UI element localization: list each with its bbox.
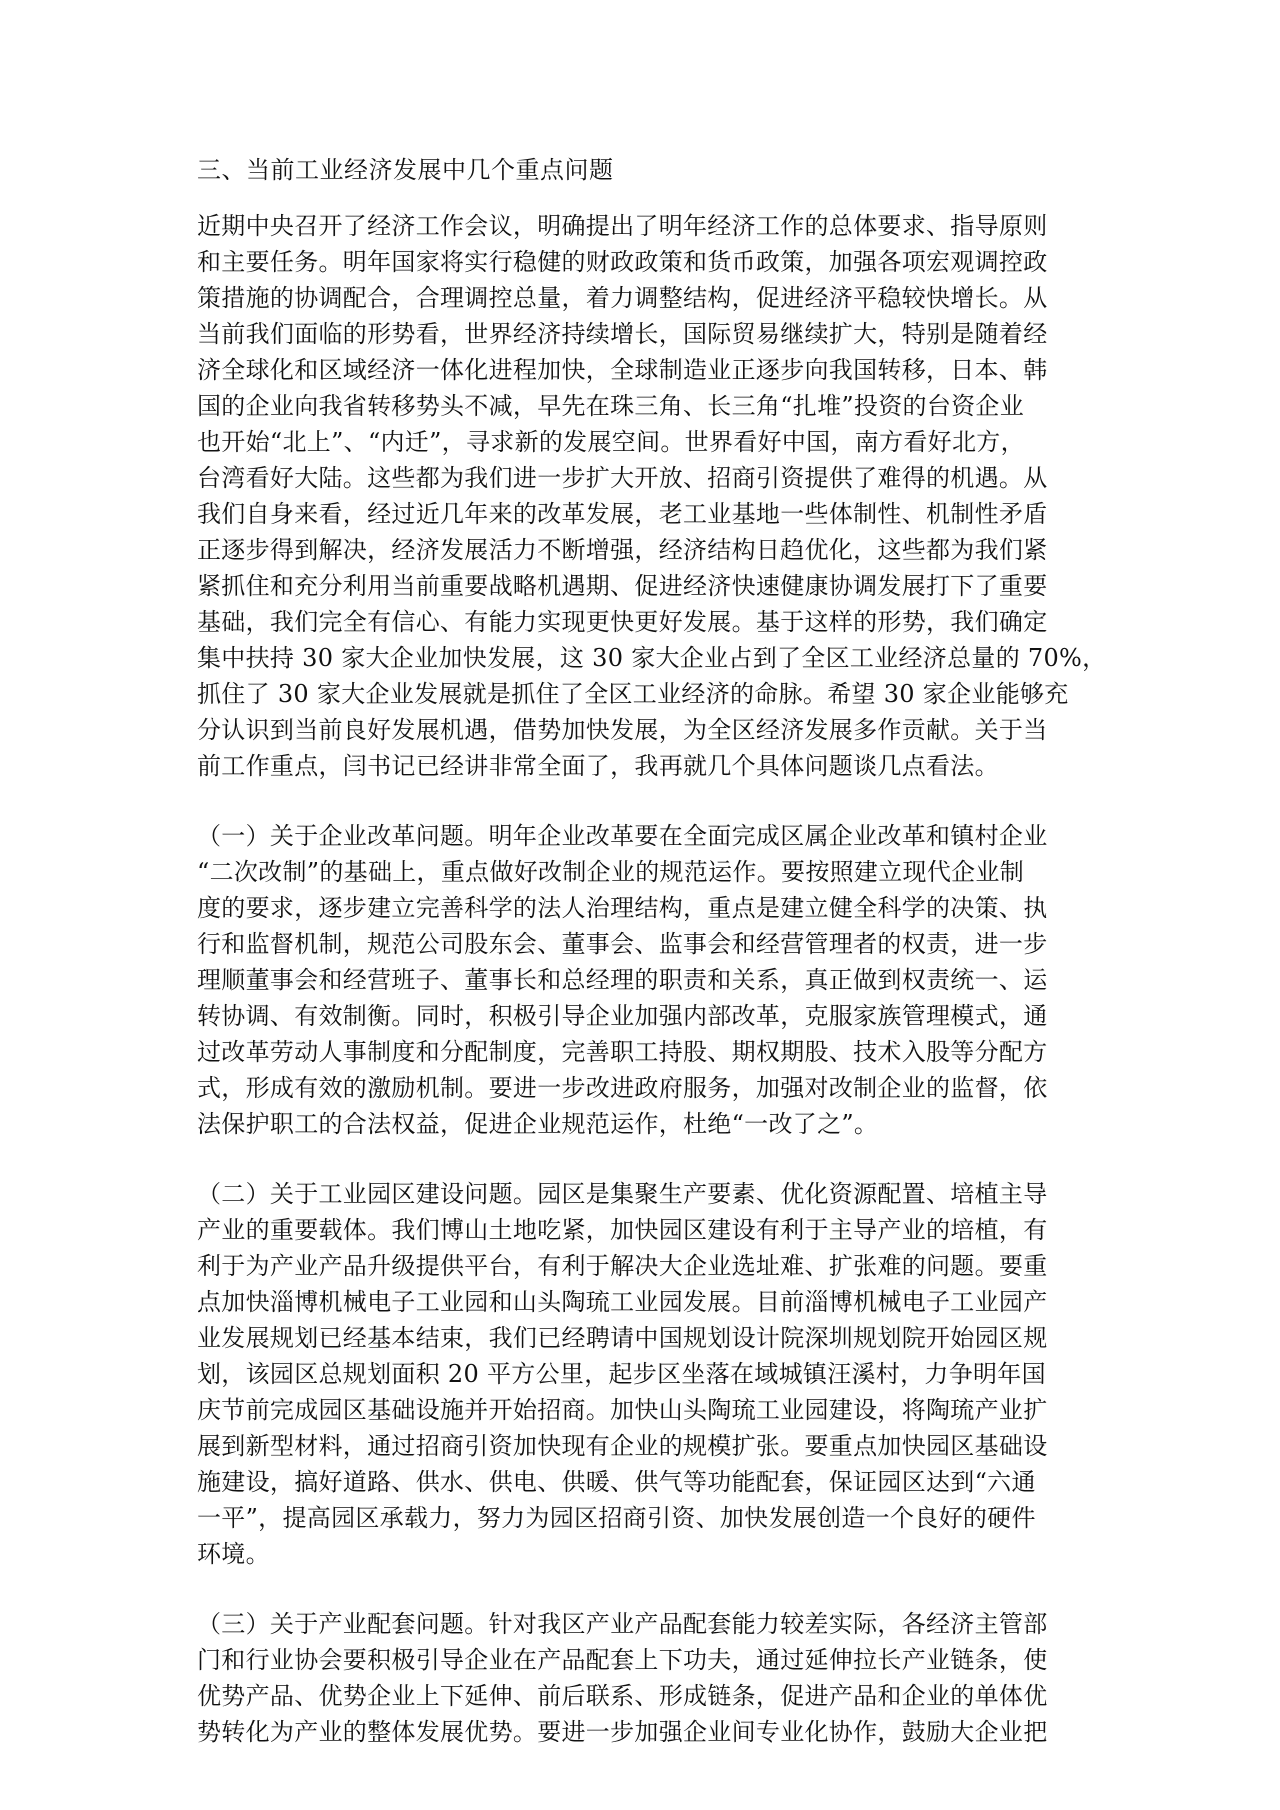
paragraph-line: 国的企业向我省转移势头不减，早先在珠三角、长三角“扎堆”投资的台资企业: [197, 392, 1025, 420]
section-heading: 三、当前工业经济发展中几个重点问题: [197, 156, 614, 184]
paragraph-line: 业发展规划已经基本结束，我们已经聘请中国规划设计院深圳规划院开始园区规: [197, 1324, 1048, 1352]
paragraph-line: 优势产品、优势企业上下延伸、前后联系、形成链条，促进产品和企业的单体优: [197, 1682, 1048, 1710]
paragraph-line: （二）关于工业园区建设问题。园区是集聚生产要素、优化资源配置、培植主导: [197, 1180, 1048, 1208]
paragraph-intro: [197, 208, 1107, 784]
paragraph-line: 划，该园区总规划面积 20 平方公里，起步区坐落在域城镇汪溪村，力争明年国: [197, 1360, 1046, 1388]
paragraph-line: 我们自身来看，经过近几年来的改革发展，老工业基地一些体制性、机制性矛盾: [197, 500, 1048, 528]
paragraph-line: 展到新型材料，通过招商引资加快现有企业的规模扩张。要重点加快园区基础设: [197, 1432, 1048, 1460]
paragraph-line: 施建设，搞好道路、供水、供电、供暖、供气等功能配套，保证园区达到“六通: [197, 1468, 1036, 1496]
paragraph-line: 策措施的协调配合，合理调控总量，着力调整结构，促进经济平稳较快增长。从: [197, 284, 1048, 312]
paragraph-line: 理顺董事会和经营班子、董事长和总经理的职责和关系，真正做到权责统一、运: [197, 966, 1048, 994]
paragraph-line: 过改革劳动人事制度和分配制度，完善职工持股、期权期股、技术入股等分配方: [197, 1038, 1048, 1066]
paragraph-line: 式，形成有效的激励机制。要进一步改进政府服务，加强对改制企业的监督，依: [197, 1074, 1048, 1102]
paragraph-line: （三）关于产业配套问题。针对我区产业产品配套能力较差实际，各经济主管部: [197, 1610, 1048, 1638]
paragraph-line: 正逐步得到解决，经济发展活力不断增强，经济结构日趋优化，这些都为我们紧: [197, 536, 1048, 564]
paragraph-line: 抓住了 30 家大企业发展就是抓住了全区工业经济的命脉。希望 30 家企业能够充: [197, 680, 1069, 708]
paragraph-line: 台湾看好大陆。这些都为我们进一步扩大开放、招商引资提供了难得的机遇。从: [197, 464, 1048, 492]
paragraph-line: 当前我们面临的形势看，世界经济持续增长，国际贸易继续扩大，特别是随着经: [197, 320, 1048, 348]
paragraph-line: 法保护职工的合法权益，促进企业规范运作，杜绝“一改了之”。: [197, 1110, 879, 1138]
paragraph-line: 基础，我们完全有信心、有能力实现更快更好发展。基于这样的形势，我们确定: [197, 608, 1048, 636]
paragraph-enterprise-reform: [197, 818, 1082, 1142]
paragraph-line: 门和行业协会要积极引导企业在产品配套上下功夫，通过延伸拉长产业链条，使: [197, 1646, 1048, 1674]
paragraph-line: 度的要求，逐步建立完善科学的法人治理结构，重点是建立健全科学的决策、执: [197, 894, 1048, 922]
paragraph-line: 产业的重要载体。我们博山土地吃紧，加快园区建设有利于主导产业的培植，有: [197, 1216, 1048, 1244]
paragraph-line: 环境。: [197, 1540, 270, 1568]
paragraph-line: “二次改制”的基础上，重点做好改制企业的规范运作。要按照建立现代企业制: [197, 858, 1025, 886]
paragraph-line: 行和监督机制，规范公司股东会、董事会、监事会和经营管理者的权责，进一步: [197, 930, 1048, 958]
paragraph-line: 转协调、有效制衡。同时，积极引导企业加强内部改革，克服家族管理模式，通: [197, 1002, 1048, 1030]
paragraph-line: （一）关于企业改革问题。明年企业改革要在全面完成区属企业改革和镇村企业: [197, 822, 1048, 850]
paragraph-line: 一平”，提高园区承载力，努力为园区招商引资、加快发展创造一个良好的硬件: [197, 1504, 1036, 1532]
paragraph-line: 势转化为产业的整体发展优势。要进一步加强企业间专业化协作，鼓励大企业把: [197, 1718, 1048, 1746]
paragraph-line: 近期中央召开了经济工作会议，明确提出了明年经济工作的总体要求、指导原则: [197, 212, 1048, 240]
paragraph-line: 庆节前完成园区基础设施并开始招商。加快山头陶琉工业园建设，将陶琉产业扩: [197, 1396, 1048, 1424]
paragraph-line: 集中扶持 30 家大企业加快发展，这 30 家大企业占到了全区工业经济总量的 70%，: [197, 644, 1107, 672]
paragraph-line: 利于为产业产品升级提供平台，有利于解决大企业选址难、扩张难的问题。要重: [197, 1252, 1048, 1280]
paragraph-line: 紧抓住和充分利用当前重要战略机遇期、促进经济快速健康协调发展打下了重要: [197, 572, 1048, 600]
paragraph-line: 分认识到当前良好发展机遇，借势加快发展，为全区经济发展多作贡献。关于当: [197, 716, 1048, 744]
paragraph-line: 和主要任务。明年国家将实行稳健的财政政策和货币政策，加强各项宏观调控政: [197, 248, 1048, 276]
document-page: [197, 150, 1107, 1784]
paragraph-line: 济全球化和区域经济一体化进程加快，全球制造业正逐步向我国转移，日本、韩: [197, 356, 1048, 384]
paragraph-line: 点加快淄博机械电子工业园和山头陶琉工业园发展。目前淄博机械电子工业园产: [197, 1288, 1048, 1316]
paragraph-line: 也开始“北上”、“内迁”，寻求新的发展空间。世界看好中国，南方看好北方，: [197, 428, 1025, 456]
paragraph-line: 前工作重点，闫书记已经讲非常全面了，我再就几个具体问题谈几点看法。: [197, 752, 999, 780]
paragraph-industry-support: [197, 1606, 1082, 1750]
paragraph-industrial-park: [197, 1176, 1082, 1572]
